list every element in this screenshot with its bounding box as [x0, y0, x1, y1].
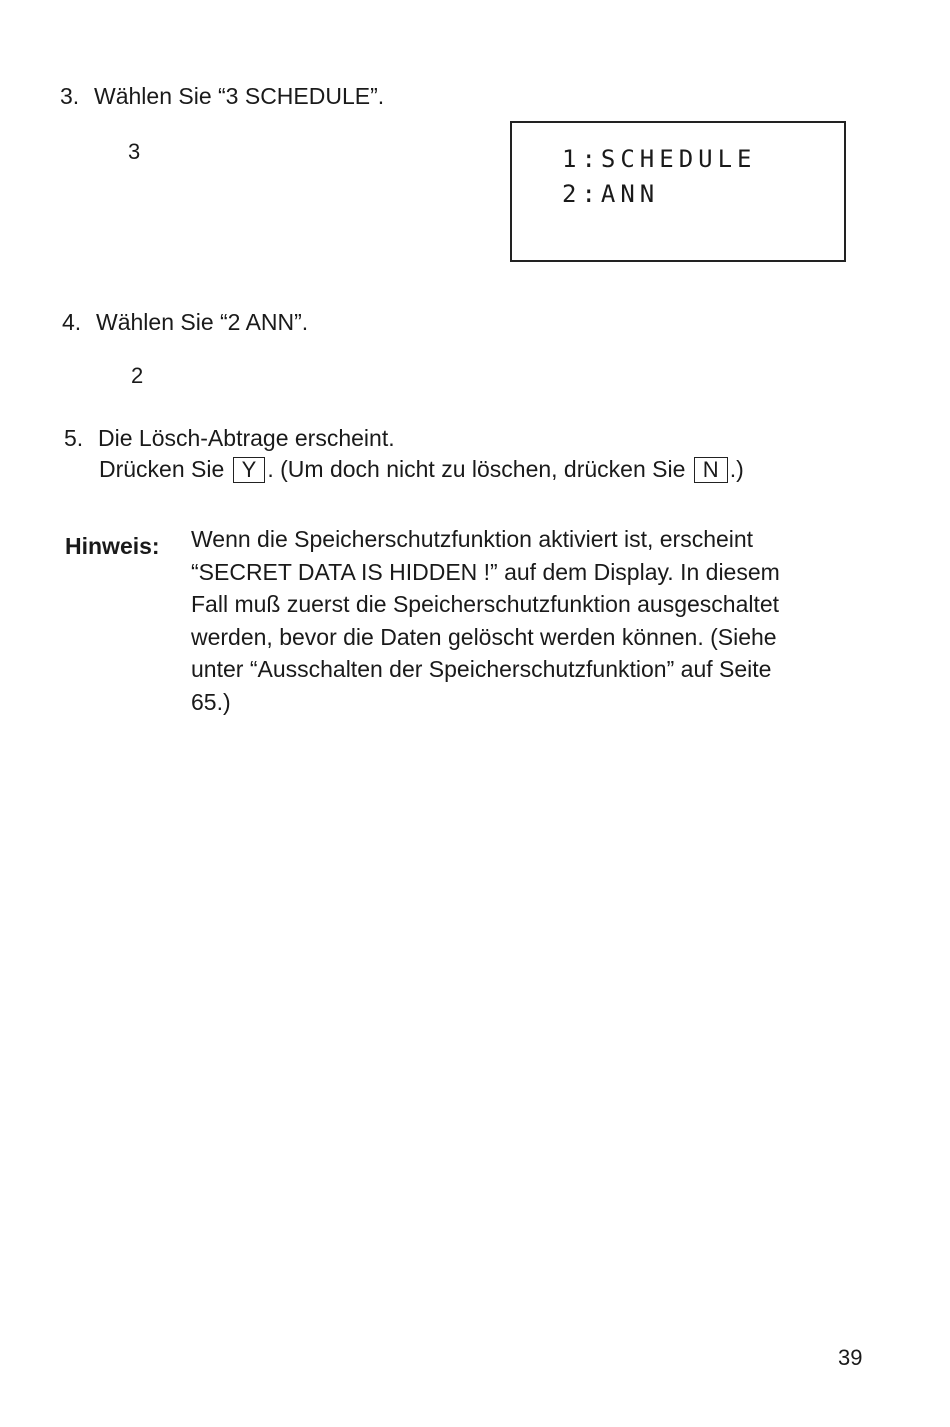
note-line-6: 65.) — [191, 688, 231, 715]
step-4-text: Wählen Sie “2 ANN”. — [96, 309, 309, 335]
step-4-key: 2 — [131, 363, 144, 388]
note-label: Hinweis: — [65, 533, 160, 559]
note-line-2: “SECRET DATA IS HIDDEN !” auf dem Display. In diesem — [191, 558, 780, 585]
note-line-5: unter “Ausschalten der Speicherschutzfunktion” auf Seite — [191, 656, 772, 682]
step-5-press-text: Drücken Sie — [99, 456, 225, 482]
step-3-number: 3. — [60, 83, 80, 109]
lcd-line-1: 1:SCHEDULE — [562, 145, 757, 173]
step-5-number: 5. — [64, 425, 84, 451]
note-body — [191, 523, 841, 718]
step-4-instruction — [62, 308, 308, 336]
y-key-icon: Y — [233, 457, 266, 483]
step-5-line2 — [99, 455, 744, 483]
step-4-number: 4. — [62, 309, 82, 335]
step-5-instruction — [64, 424, 395, 452]
step-3-text: Wählen Sie “3 SCHEDULE”. — [94, 83, 385, 109]
lcd-line-2: 2:ANN — [562, 180, 660, 208]
lcd-display — [510, 121, 846, 262]
note-line-3: Fall muß zuerst die Speicherschutzfunktion ausgeschaltet — [191, 591, 780, 617]
step-3-instruction — [60, 82, 384, 110]
note-line-4: werden, bevor die Daten gelöscht werden können. (Siehe — [191, 623, 777, 650]
step-5-cancel-text: . (Um doch nicht zu löschen, drücken Sie — [267, 456, 686, 482]
n-key-icon: N — [694, 457, 728, 483]
note-line-1: Wenn die Speicherschutzfunktion aktiviert ist, erscheint — [191, 526, 754, 552]
step-5-line1: Die Lösch-Abtrage erscheint. — [98, 425, 395, 451]
page-number: 39 — [838, 1345, 863, 1370]
step-3-key: 3 — [128, 139, 141, 164]
step-5-close-paren: .) — [729, 456, 744, 482]
